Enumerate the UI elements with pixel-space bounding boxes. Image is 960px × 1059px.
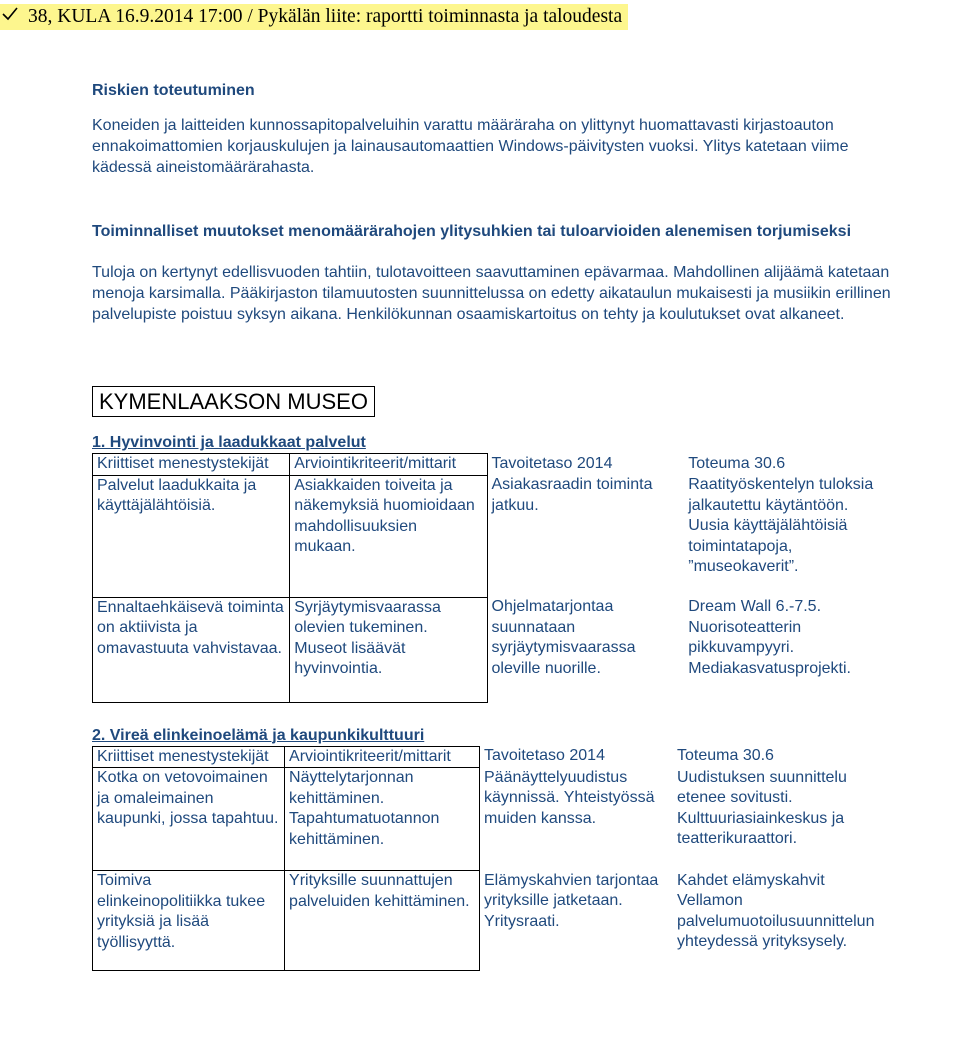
header-cell: Kriittiset menestystekijät xyxy=(93,746,285,768)
table-cell: Kahdet elämyskahvit Vellamon palvelumuotoilusuunnittelun yhteydessä yrityksyselу. xyxy=(677,871,875,950)
table-cell: Yrityksille suunnattujen palveluiden kehittäminen. xyxy=(285,871,480,971)
header-cell: Tavoitetaso 2014 xyxy=(491,454,613,472)
checkmark-icon xyxy=(2,4,18,30)
table-row xyxy=(93,475,879,597)
table-cell: Palvelut laadukkaita ja käyttäjälähtöisiä. xyxy=(93,475,290,597)
header-cell: Toteuma 30.6 xyxy=(677,747,774,764)
risks-paragraph: Koneiden ja laitteiden kunnossapitopalveluihin varattu määräraha on ylittynyt huomattavasti kirjastoauton ennakoimattomien korjauskulujen ja lainausautomaattien Windows-päivitysten vuoksi. Ylitys katetaan viime kädessä aineistomäärärahasta. xyxy=(92,117,849,176)
table-header-row xyxy=(93,454,879,476)
table-cell: Dream Wall 6.-7.5. Nuorisoteatterin pikkuvampyyri. Mediakasvatusprojekti. xyxy=(688,598,851,677)
table-cell: Ennaltaehkäisevä toiminta on aktiivista ja omavastuuta vahvistavaa. xyxy=(93,597,290,702)
header-cell: Tavoitetaso 2014 xyxy=(484,747,605,764)
table-cell: Asiakasraadin toiminta jatkuu. xyxy=(491,476,653,514)
table-row xyxy=(93,871,879,971)
section1-title: 1. Hyvinvointi ja laadukkaat palvelut xyxy=(92,434,366,451)
table-row xyxy=(93,597,879,702)
museum-title-wrap xyxy=(92,386,912,417)
table-cell: Päänäyttelyuudistus käynnissä. Yhteistyössä muiden kanssa. xyxy=(484,768,655,827)
page-header xyxy=(0,0,960,34)
table-row xyxy=(93,768,879,871)
museum-title: KYMENLAAKSON MUSEO xyxy=(92,386,375,417)
header-text: 38, KULA 16.9.2014 17:00 / Pykälän liite: raportti toiminnasta ja taloudesta xyxy=(28,6,623,27)
table-cell: Elämyskahvien tarjontaa yrityksille jatketaan. Yritysraati. xyxy=(484,871,659,930)
section1 xyxy=(92,432,912,703)
table-cell: Ohjelmatarjontaa suunnataan syrjäytymisvaarassa oleville nuorille. xyxy=(491,598,636,677)
risks-heading: Riskien toteutuminen xyxy=(92,82,255,99)
section1-table xyxy=(92,453,879,703)
table-cell: Asiakkaiden toiveita ja näkemyksiä huomioidaan mahdollisuuksien mukaan. xyxy=(290,475,487,597)
document-body xyxy=(92,80,912,971)
header-cell: Toteuma 30.6 xyxy=(688,454,786,472)
header-cell: Arviointikriteerit/mittarit xyxy=(290,454,487,476)
table-cell: Kotka on vetovoimainen ja omaleimainen kaupunki, jossa tapahtuu. xyxy=(93,768,285,871)
table-cell: Näyttelytarjonnan kehittäminen. Tapahtumatuotannon kehittäminen. xyxy=(285,768,480,871)
table-cell: Uudistuksen suunnittelu etenee sovitusti. Kulttuuriasiainkeskus ja teatterikuraattori. xyxy=(677,768,847,847)
section2-table xyxy=(92,746,879,972)
section2 xyxy=(92,725,912,972)
header-highlight xyxy=(0,4,628,30)
table-cell: Toimiva elinkeinopolitiikka tukee yrityksiä ja lisää työllisyyttä. xyxy=(93,871,285,971)
measures-heading: Toiminnalliset muutokset menomäärärahojen ylitysuhkien tai tuloarvioiden alenemisen torjumiseksi xyxy=(92,223,852,240)
measures-paragraph: Tuloja on kertynyt edellisvuoden tahtiin, tulotavoitteen saavuttaminen epävarmaa. Mahdollinen alijäämä katetaan menoja karsimalla. Pääkirjaston tilamuutosten suunnittelussa on edetty aikataulun mukaisesti ja musiikin erillinen palvelupiste poistuu syksyn aikana. Henkilökunnan osaamiskartoitus on tehty ja koulutukset ovat alkaneet. xyxy=(92,264,891,323)
header-cell: Arviointikriteerit/mittarit xyxy=(285,746,480,768)
table-header-row xyxy=(93,746,879,768)
section2-title: 2. Vireä elinkeinoelämä ja kaupunkikulttuuri xyxy=(92,726,425,744)
table-cell: Syrjäytymisvaarassa olevien tukeminen. Museot lisäävät hyvinvointia. xyxy=(290,597,487,702)
header-cell: Kriittiset menestystekijät xyxy=(93,454,290,476)
table-cell: Raatityöskentelyn tuloksia jalkautettu käytäntöön. Uusia käyttäjälähtöisiä toimintatapoja, ”museokaverit”. xyxy=(688,476,874,575)
